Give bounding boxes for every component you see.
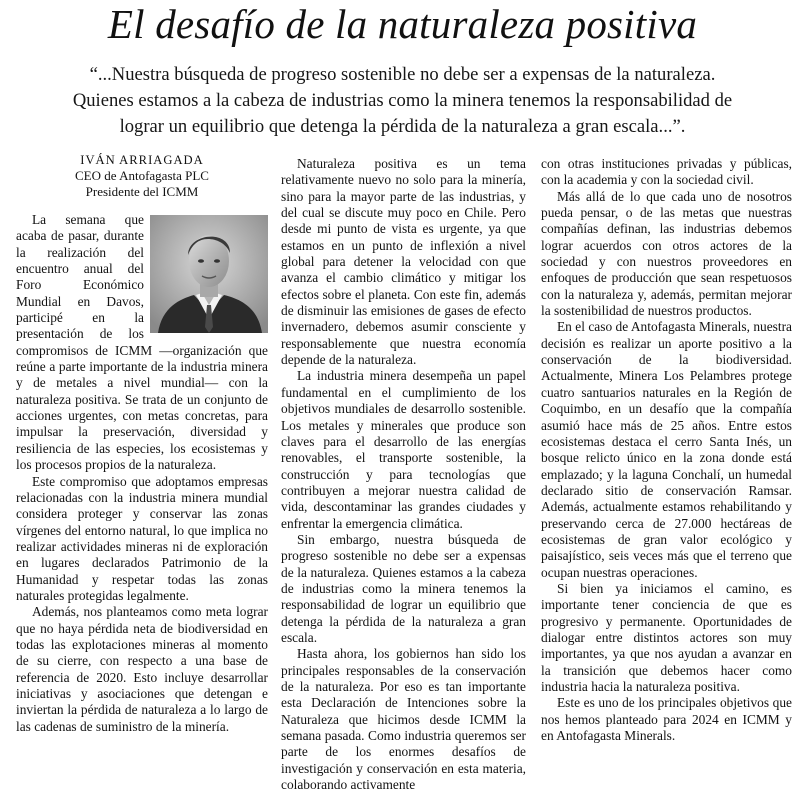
- paragraph-continuation: con otras instituciones privadas y públicas, con la academia y con la sociedad civil.: [541, 156, 792, 188]
- column-1: [16, 152, 268, 735]
- author-role-2: Presidente del ICMM: [85, 184, 199, 199]
- paragraph: Más allá de lo que cada uno de nosotros pueda pensar, o de las metas que nuestras compañías definan, las industrias debemos lograr acuerdos con otros actores de la sociedad y con nuestros proveedores en enfoques de producción que sean respetuosos con la naturaleza y, además, permitan mejorar la sostenibilidad de nuestros productos.: [541, 188, 792, 319]
- column-3: [541, 156, 792, 744]
- paragraph: En el caso de Antofagasta Minerals, nuestra decisión es realizar un aporte positivo a la conservación de la biodiversidad. Actualmente, Minera Los Pelambres protege cuatro santuarios naturales en la Región de Coquimbo, en un desafío que la compañía asumió hace más de 25 años. Entre estos ecosistemas destaca el cerro Santa Inés, un bosque relicto único en la zona donde está emplazado; y la laguna Conchalí, un humedal declarado sitio de conservación Ramsar. Además, actualmente estamos rehabilitando y preservando cerca de 27.000 hectáreas de ecosistemas de gran valor ecológico y paisajístico, seis veces más que el terreno que ocupan nuestras operaciones.: [541, 319, 792, 580]
- paragraph: La industria minera desempeña un papel fundamental en el cumplimiento de los objetivos mundiales de desarrollo sostenible. Los metales y minerales que produce son claves para el desarrollo de las energías renovables, el transporte sostenible, la construcción y para tecnologías que contribuyen a mejorar nuestra calidad de vida, descontaminar las grandes ciudades y enfrentar la emergencia climática.: [281, 368, 526, 531]
- author-name: IVÁN ARRIAGADA: [80, 153, 204, 167]
- author-role: CEO de Antofagasta PLC: [75, 168, 209, 183]
- pull-quote-line-2: Quienes estamos a la cabeza de industrias como la minera tenemos la responsabilidad de: [72, 90, 733, 111]
- headline: El desafío de la naturaleza positiva: [107, 1, 698, 47]
- portrait-photo-icon: [150, 215, 268, 333]
- paragraph: Este compromiso que adoptamos empresas relacionadas con la industria minera mundial considera proteger y conservar las zonas vírgenes del entorno natural, lo que implica no realizar actividades mineras ni de exploración en lugares declarados Patrimonio de la Humanidad y respetar todas las zonas naturales protegidas legalmente.: [16, 473, 268, 603]
- paragraph: Además, nos planteamos como meta lograr que no haya pérdida neta de biodiversidad en todas las explotaciones mineras al momento de su cierre, con respecto a una base de referencia de 2020. Esto incluye desarrollar iniciativas y asociaciones que detengan e inviertan la pérdida de naturaleza a lo largo de las cadenas de suministro de la minería.: [16, 604, 268, 734]
- paragraph: Este es uno de los principales objetivos que nos hemos planteado para 2024 en ICMM y en Antofagasta Minerals.: [541, 695, 792, 744]
- paragraph: Hasta ahora, los gobiernos han sido los principales responsables de la conservación de la naturaleza. Por eso es tan importante esta Declaración de Intenciones sobre la Naturaleza que hicimos desde ICMM la semana pasada. Como industria queremos ser parte de los enormes desafíos de investigación y conservación en esta materia, colaborando activamente: [281, 646, 526, 793]
- author-photo: [150, 215, 268, 333]
- pull-quote: [40, 62, 765, 140]
- paragraph: Naturaleza positiva es un tema relativamente nuevo no solo para la minería, sino para la mayor parte de las industrias, y del cual se discute muy poco en Chile. Pero desde mi punto de vista es urgente, ya que estamos en un punto de inflexión a nivel global para detener la velocidad con que avanza el cambio climático y mitigar los efectos sobre el planeta. Con este fin, además de disminuir las emisiones de gases de efecto invernadero, debemos asumir consciente y responsablemente que nuestra economía depende de la naturaleza.: [281, 156, 526, 368]
- column-2: [281, 156, 526, 793]
- pull-quote-line-1: “...Nuestra búsqueda de progreso sostenible no debe ser a expensas de la naturaleza.: [89, 64, 716, 85]
- paragraph: La semana que acaba de pasar, durante la realización del encuentro anual del Foro Económico Mundial en Davos, participé en la presentación de los compromisos de ICMM —organización que reúne a parte importante de la industria minera y de metales a nivel mundial— con la naturaleza positiva. Se trata de un conjunto de acciones urgentes, con metas concretas, para impulsar la preservación, diversidad y resiliencia de las especies, los ecosistemas y los procesos propios de la naturaleza.: [16, 212, 268, 473]
- paragraph: Si bien ya iniciamos el camino, es importante tener conciencia de que es progresivo y permanente. Oportunidades de dialogar entre distintos actores son muy importantes, ya que nos ayudan a avanzar en la transición que debemos hacer como industria hacia la naturaleza positiva.: [541, 580, 792, 694]
- paragraph: Sin embargo, nuestra búsqueda de progreso sostenible no debe ser a expensas de la naturaleza. Quienes estamos a la cabeza de industrias como la minera tenemos la responsabilidad de lograr un equilibrio que detenga la pérdida de la naturaleza a gran escala.: [281, 531, 526, 645]
- pull-quote-line-3: lograr un equilibrio que detenga la pérdida de la naturaleza a gran escala...”.: [119, 116, 686, 137]
- byline: [16, 152, 268, 200]
